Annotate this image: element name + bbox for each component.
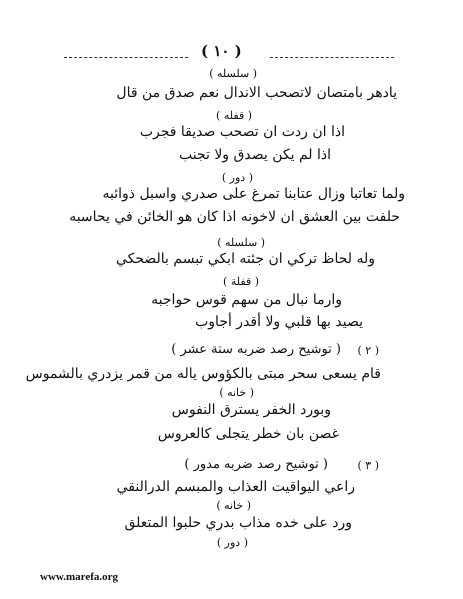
tawshih-number-2: ( ٢ ) [357, 344, 379, 357]
section-label-7: ( خانه ) [216, 499, 251, 512]
section-label-5: ( قفلة ) [223, 275, 259, 288]
verse-line-11: غصن بان خطر يتجلى كالعروس [157, 426, 339, 442]
verse-line-13: ورد على خده مذاب بدري حلبوا المتعلق [124, 515, 352, 531]
verse-line-4: ولما تعاتبا وزال عتابنا تمرغ على صدري واسبل ذوائبه [102, 186, 405, 202]
header-rule-left [64, 57, 188, 58]
verse-line-3: اذا لم يكن يصدق ولا تجنب [178, 147, 331, 163]
verse-line-7: وارما نبال من سهم قوس حواجبه [151, 292, 342, 308]
section-label-3: ( دور ) [221, 171, 253, 184]
tawshih-number-3: ( ٣ ) [357, 459, 379, 472]
section-label-2: ( قفله ) [216, 109, 252, 122]
verse-line-1: ياده‍ر بامتصان لاتصحب الاندال نعم صدق من قال [116, 85, 397, 101]
verse-line-12: راعي اليواقيت العذاب والمبسم الدرالنقي [116, 479, 355, 495]
verse-line-10: وبورد الخفر يسترق النفوس [171, 402, 331, 418]
section-label-8: ( دور ) [216, 536, 248, 549]
section-label-6: ( خانه ) [219, 386, 254, 399]
verse-line-5: حلفت بين العشق ان لاخونه اذا كان هو الخائن في يحاسبه [69, 209, 400, 225]
verse-line-9: قام يسعى سحر مبتى بالكؤوس ياله من قمر يزدري بالشموس [25, 366, 381, 382]
tawshih-heading-2: ( توشيح رصد ضربه ستة عشر ) [171, 342, 341, 357]
section-label-1: ( سلسله ) [209, 67, 257, 80]
page-number: ( ١٠ ) [201, 42, 242, 60]
verse-line-6: وله لحاظ تركي ان جئته ابكي تبسم بالضحكي [115, 251, 375, 267]
section-label-4: ( سلسله ) [217, 236, 265, 249]
footer-url: www.marefa.org [40, 571, 118, 583]
tawshih-heading-3: ( توشيح رصد ضربه مدور ) [184, 457, 328, 472]
header-rule-right [270, 57, 394, 58]
verse-line-2: اذا ان ردت ان تصحب صديقا فجرب [139, 124, 345, 140]
verse-line-8: يصيد بها قلبي ولا أقدر أجاوب [195, 314, 363, 330]
